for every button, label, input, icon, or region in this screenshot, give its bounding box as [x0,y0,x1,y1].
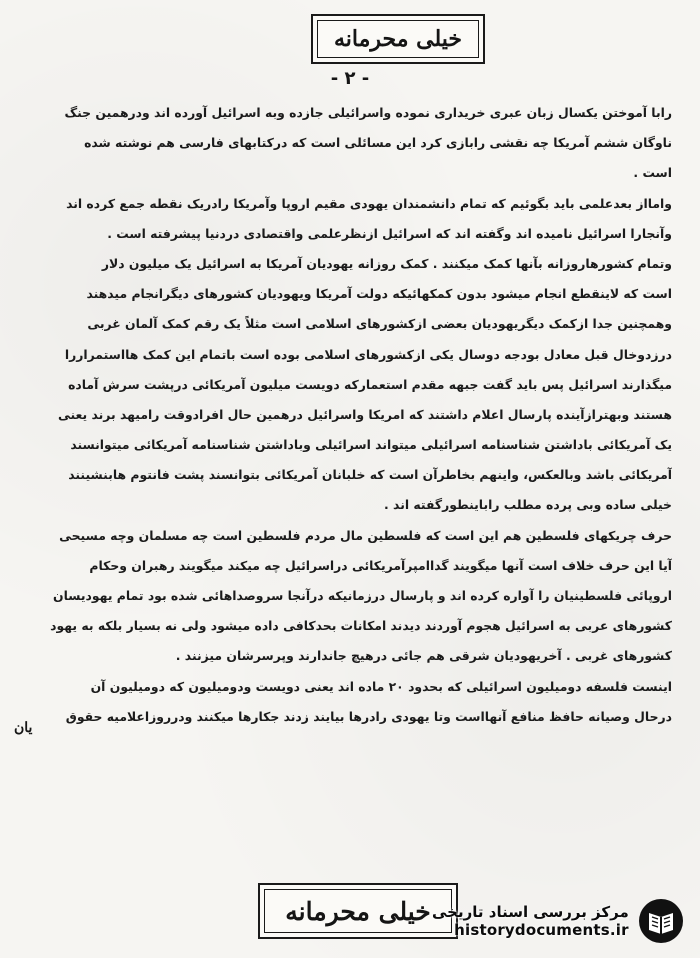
body-line: آمریکائی باشد وبالعکس، واینهم بخاطرآن است که خلبانان آمریکائی بتوانسند پشت فانتوم هابنشینند [68,467,672,483]
logo-text-block [432,903,629,939]
body-line: درزدوخال قبل معادل بودجه دوسال یکی ازکشورهای اسلامی بوده است باتمام این کمک هااستمراررا [64,346,672,362]
body-line: است که لاینقطع انجام میشود بدون کمکهائیکه دولت آمریکا ویهودیان کشورهای دیگرانجام میدهند [86,286,672,302]
body-line: کشورهای عربی به اسرائیل هجوم آوردند دیدند امکانات بحدکافی داده میشود ولی نه بسیار بلکه به یهود [50,618,672,634]
archive-book-icon [637,897,685,945]
classification-stamp-bottom-text: خیلی محرمانه [285,896,431,926]
body-line: میگذارند اسرائیل پس باید گفت جبهه مقدم استعمارکه دویست میلیون آمریکائی درپشت سرش آماده [68,376,672,392]
body-line: یک آمریکائی باداشتن شناسنامه اسرائیلی میتواند اسرائیلی وباداشتن شناسنامه آمریکائی میتوانسند [70,437,672,453]
body-line: اروپائی فلسطینیان را آواره کرده اند و پارسال درزمانیکه درآنجا سروصداهائی شده بود تمام یهودیسان [53,588,672,603]
body-line: است . [633,165,672,181]
body-line: آیا این حرف خلاف است آنها میگویند گداامپرآمریکائی دراسرائیل چه میکند میگویند رهبران وحکام [89,557,672,573]
body-line: خیلی ساده وبی پرده مطلب راباینطورگفته اند . [384,497,672,513]
classification-stamp-top [311,14,485,64]
body-line: ناوگان ششم آمریکا چه نقشی رابازی کرد این مسائلی است که درکتابهای فارسی هم نوشته شده [84,135,672,151]
body-line: حرف چریکهای فلسطین هم این است که فلسطین مال مردم فلسطین است چه مسلمان وچه مسیحی [59,527,672,543]
watermark-logo [432,893,694,949]
body-line: وآنجارا اسرائیل نامیده اند وگفته اند که اسرائیل ازنظرعلمی واقتصادی دردنیا پیشرفته است . [107,225,672,241]
classification-stamp-bottom [258,883,458,939]
body-line: وتمام کشورهاروزانه بآنها کمک میکنند . کمک روزانه یهودیان آمریکا به اسرائیل یک میلیون دلار [101,255,672,271]
body-line: هستند وبهترازآینده پارسال اعلام داشتند که امریکا واسرائیل درهمین حال افرادوقت رامیهد برند یعنی [57,406,672,422]
body-line: درحال وصیانه حافظ منافع آنهااست وتا یهودی رادرها بیایند زدند جکارها میکنند ودرروزاعلامیه حقوق [65,708,672,724]
body-line: رابا آموختن یکسال زبان عبری خریداری نموده واسرائیلی جازده وبه اسرائیل آورده اند ودرهمین جنگ [64,105,672,120]
body-line: کشورهای غربی . آخریهودیان شرقی هم جائی درهیچ جاندارند وپرسرشان میزنند . [175,648,672,664]
logo-name: مرکز بررسی اسناد تاریخی [432,903,629,921]
logo-url: historydocuments.ir [454,921,629,939]
body-line: اینست فلسفه دومیلیون اسرائیلی که بحدود ۲۰ ماده اند یعنی دویست ودومیلیون که دومیلیون آن [90,678,672,694]
classification-stamp-top-text: خیلی محرمانه [333,26,463,52]
body-line: وهمچنین جدا ازکمک دیگریهودیان بعضی ازکشورهای اسلامی است مثلاً یک رقم کمک آلمان غربی [87,316,672,332]
margin-annotation: یان [14,720,33,736]
document-body [32,98,672,732]
page-number: - ۲ - [330,68,370,89]
body-line: وامااز بعدعلمی باید بگوئیم که تمام دانشمندان یهودی مقیم اروپا وآمریکا رادریک نقطه جمع کرده اند [66,195,672,211]
